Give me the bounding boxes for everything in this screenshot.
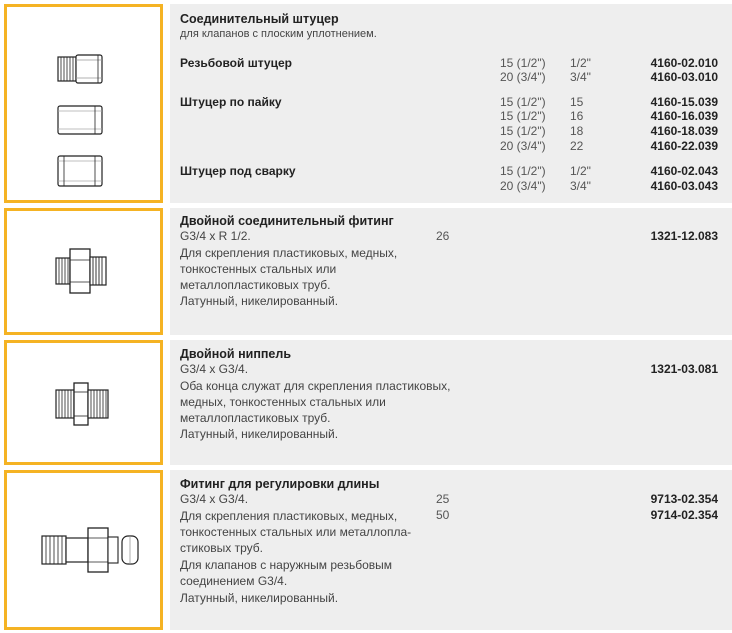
product-info-panel: [170, 208, 732, 335]
product-image-frame: [4, 470, 163, 630]
dn-cell: 15 (1/2"): [500, 56, 546, 70]
product-image-frame: [4, 4, 163, 203]
dn-cell: 15 (1/2"): [500, 124, 546, 138]
weld-connector-icon: [57, 152, 105, 190]
product-row-connector: [0, 4, 732, 203]
thread-spec: G3/4 x R 1/2.: [180, 229, 251, 243]
product-row-double-nipple: [0, 340, 732, 465]
size-cell: 1/2": [570, 164, 591, 178]
section-subtitle: для клапанов с плоским уплотнением.: [180, 28, 377, 40]
size-cell: 3/4": [570, 179, 591, 193]
description-line: медных, тонкостенных стальных или: [180, 395, 386, 409]
product-row-length-fitting: [0, 470, 732, 630]
description-line: Латунный, никелированный.: [180, 427, 339, 441]
length-adjust-fitting-icon: [41, 523, 141, 577]
thread-spec: G3/4 x G3/4.: [180, 362, 249, 376]
article-number: 4160-03.010: [650, 70, 718, 84]
product-image-frame: [4, 340, 163, 465]
description-line: Для скрепления пластиковых, медных,: [180, 246, 398, 260]
description-line: Латунный, никелированный.: [180, 294, 339, 308]
dn-cell: 15 (1/2"): [500, 164, 546, 178]
description-line: тонкостенных стальных или металлопла-: [180, 525, 412, 539]
dn-cell: 15 (1/2"): [500, 95, 546, 109]
group-title: Резьбовой штуцер: [180, 56, 292, 70]
description-line: Для клапанов с наружным резьбовым: [180, 558, 393, 572]
section-title: Соединительный штуцер: [180, 12, 339, 26]
section-title: Двойной соединительный фитинг: [180, 214, 394, 228]
section-title: Двойной ниппель: [180, 347, 291, 361]
product-image-frame: [4, 208, 163, 335]
dimension-value: 50: [436, 508, 450, 522]
size-cell: 1/2": [570, 56, 591, 70]
description-line: соединением G3/4.: [180, 574, 288, 588]
size-cell: 22: [570, 139, 584, 153]
group-title: Штуцер по пайку: [180, 95, 282, 109]
article-number: 9714-02.354: [650, 508, 718, 522]
description-line: металлопластиковых труб.: [180, 278, 331, 292]
article-number: 1321-03.081: [650, 362, 718, 376]
product-row-double-fitting: [0, 208, 732, 335]
dn-cell: 20 (3/4"): [500, 70, 546, 84]
dimension-value: 25: [436, 492, 450, 506]
thread-spec: G3/4 x G3/4.: [180, 492, 249, 506]
description-line: металлопластиковых труб.: [180, 411, 331, 425]
article-number: 4160-02.043: [650, 164, 718, 178]
description-line: стиковых труб.: [180, 541, 263, 555]
double-nipple-icon: [55, 380, 115, 428]
dn-cell: 15 (1/2"): [500, 109, 546, 123]
double-fitting-icon: [55, 246, 113, 296]
product-info-panel: [170, 470, 732, 630]
size-cell: 3/4": [570, 70, 591, 84]
article-number: 4160-22.039: [650, 139, 718, 153]
solder-connector-icon: [57, 101, 105, 139]
description-line: Для скрепления пластиковых, медных,: [180, 509, 398, 523]
section-title: Фитинг для регулировки длины: [180, 477, 380, 491]
article-number: 1321-12.083: [650, 229, 718, 243]
description-line: Оба конца служат для скрепления пластиковых,: [180, 379, 451, 393]
product-info-panel: [170, 340, 732, 465]
size-cell: 15: [570, 95, 584, 109]
description-line: тонкостенных стальных или: [180, 262, 337, 276]
product-info-panel: [170, 4, 732, 203]
article-number: 9713-02.354: [650, 492, 718, 506]
article-number: 4160-18.039: [650, 124, 718, 138]
size-cell: 16: [570, 109, 584, 123]
article-number: 4160-15.039: [650, 95, 718, 109]
dimension-value: 26: [436, 229, 450, 243]
dn-cell: 20 (3/4"): [500, 179, 546, 193]
article-number: 4160-02.010: [650, 56, 718, 70]
size-cell: 18: [570, 124, 584, 138]
dn-cell: 20 (3/4"): [500, 139, 546, 153]
threaded-connector-icon: [57, 52, 105, 86]
description-line: Латунный, никелированный.: [180, 591, 339, 605]
group-title: Штуцер под сварку: [180, 164, 296, 178]
article-number: 4160-03.043: [650, 179, 718, 193]
article-number: 4160-16.039: [650, 109, 718, 123]
